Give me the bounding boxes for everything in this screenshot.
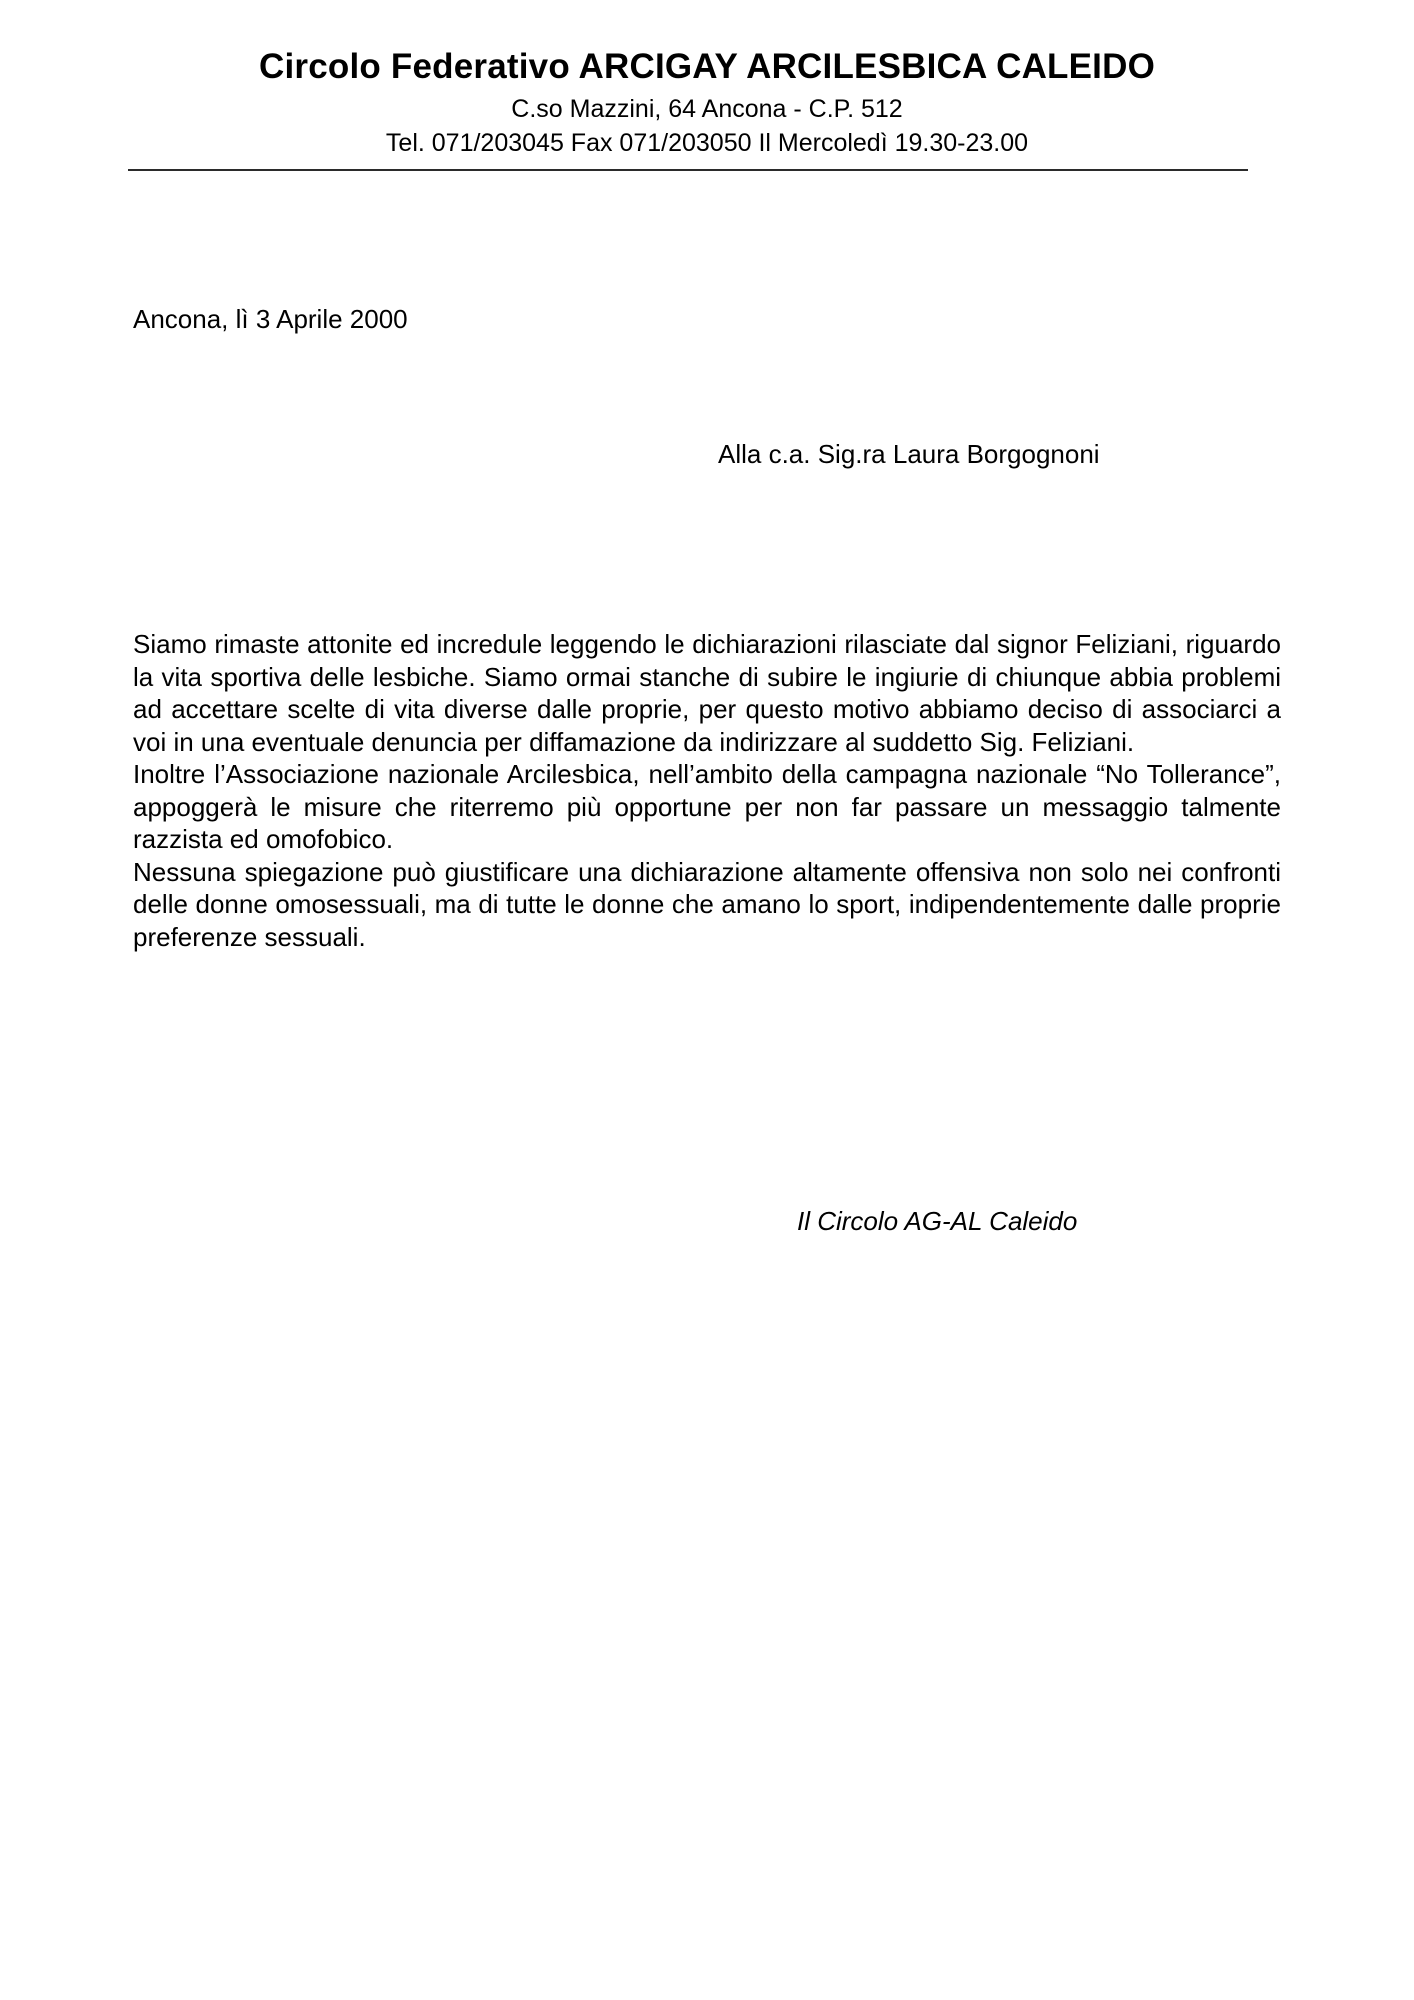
body-paragraph: Nessuna spiegazione può giustificare una dichiarazione altamente offensiva non solo nei confronti delle donne omosessuali, ma di tutte le donne che amano lo sport, indipendentemente dalle proprie preferenze sessuali.	[133, 856, 1281, 952]
recipient-line: Alla c.a. Sig.ra Laura Borgognoni	[718, 439, 1100, 469]
body-paragraph: Inoltre l’Associazione nazionale Arcilesbica, nell’ambito della campagna nazionale “No Tollerance”, appoggerà le misure che riterremo più opportune per non far passare un messaggio talmente razzista ed omofobico.	[133, 759, 1281, 854]
organization-contact: Tel. 071/203045 Fax 071/203050 Il Mercoledì 19.30-23.00	[385, 128, 1029, 157]
organization-address: C.so Mazzini, 64 Ancona - C.P. 512	[511, 94, 903, 123]
letterhead	[0, 48, 1414, 159]
signature-line: Il Circolo AG-AL Caleido	[797, 1206, 1078, 1236]
letter-body	[133, 628, 1281, 953]
date-line: Ancona, lì 3 Aprile 2000	[133, 304, 408, 334]
letterhead-divider	[128, 169, 1248, 171]
body-paragraph: Siamo rimaste attonite ed incredule leggendo le dichiarazioni rilasciate dal signor Feliziani, riguardo la vita sportiva delle lesbiche. Siamo ormai stanche di subire le ingiurie di chiunque abbia problemi ad accettare scelte di vita diverse dalle proprie, per questo motivo abbiamo deciso di associarci a voi in una eventuale denuncia per diffamazione da indirizzare al suddetto Sig. Feliziani.	[133, 629, 1281, 757]
organization-name: Circolo Federativo ARCIGAY ARCILESBICA CALEIDO	[259, 47, 1155, 86]
